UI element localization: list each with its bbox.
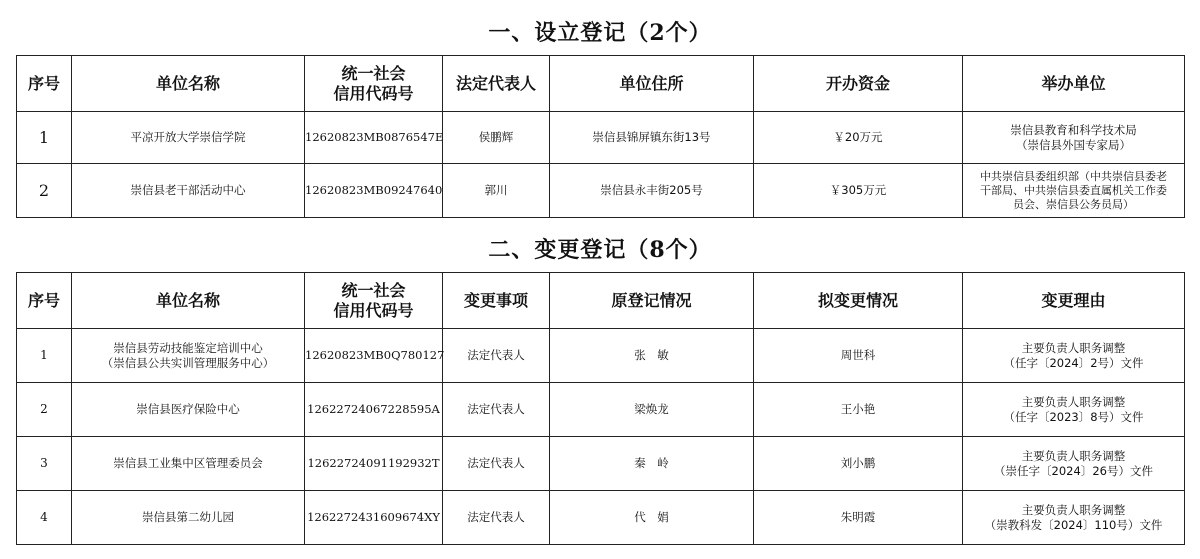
registration-table	[16, 55, 1185, 218]
row-unit-name: 崇信县老干部活动中心	[72, 164, 305, 218]
header-address: 单位住所	[550, 56, 754, 112]
row-sponsor-line3: 员会、崇信县公务员局）	[1013, 197, 1134, 211]
row-credit-code: 12620823MB0876547E	[305, 112, 443, 164]
header-credit-code	[305, 273, 443, 329]
header-funds: 开办资金	[754, 56, 963, 112]
row-credit-code: 126227240672285​95A	[305, 383, 443, 437]
table-header-row	[17, 56, 1185, 112]
table-row	[17, 112, 1185, 164]
row-serial: 1	[17, 112, 72, 164]
header-change-item: 变更事项	[443, 273, 550, 329]
section1-title: 一、设立登记（2个）	[488, 20, 712, 46]
row-sponsor-line1: 中共崇信县委组织部（中共崇信县委老	[980, 169, 1167, 183]
row-sponsor-line2: （崇信县外国专家局）	[1016, 137, 1131, 152]
section2-title: 二、变更登记（8个）	[488, 237, 712, 263]
row-serial: 2	[17, 164, 72, 218]
row-reason-line1: 主要负责人职务调整	[1021, 502, 1126, 517]
row-reason-line1: 主要负责人职务调整	[1021, 394, 1126, 409]
row-change-item: 法定代表人	[443, 491, 550, 545]
row-reason-line2: （崇任字〔2024〕26号）文件	[994, 463, 1153, 478]
row-serial: 4	[17, 491, 72, 545]
header-serial: 序号	[17, 273, 72, 329]
row-sponsor-line2: 干部局、中共崇信县委直属机关工作委	[980, 183, 1167, 197]
row-sponsor	[963, 112, 1185, 164]
header-unit-name: 单位名称	[72, 56, 305, 112]
row-reason-line1: 主要负责人职务调整	[1021, 340, 1126, 355]
row-change-item: 法定代表人	[443, 437, 550, 491]
header-credit-code-line1: 统一社会	[341, 63, 406, 83]
row-sponsor	[963, 164, 1185, 218]
row-unit-name: 平凉开放大学崇信学院	[72, 112, 305, 164]
row-credit-code: 12620823MB09247640	[305, 164, 443, 218]
row-unit-name: 崇信县第二幼儿园	[72, 491, 305, 545]
row-address: 崇信县永丰街205号	[550, 164, 754, 218]
change-registration-table	[16, 272, 1185, 545]
header-credit-code-line2: 信用代码号	[333, 83, 414, 103]
row-original: 梁焕龙	[550, 383, 754, 437]
row-reason	[963, 491, 1185, 545]
row-reason	[963, 329, 1185, 383]
table-row	[17, 383, 1185, 437]
table-row	[17, 437, 1185, 491]
header-credit-code-line1: 统一社会	[341, 280, 406, 300]
header-legal-rep: 法定代表人	[443, 56, 550, 112]
row-reason-line1: 主要负责人职务调整	[1021, 448, 1126, 463]
row-reason	[963, 437, 1185, 491]
row-proposed: 朱明霞	[754, 491, 963, 545]
row-unit-name-line1: 崇信县劳动技能鉴定培训中心	[113, 340, 263, 355]
row-proposed: 王小艳	[754, 383, 963, 437]
row-serial: 3	[17, 437, 72, 491]
row-credit-code: 12620823MB0Q780127	[305, 329, 443, 383]
row-reason-line2: （任字〔2024〕2号）文件	[1003, 355, 1144, 370]
row-legal-rep: 郭川	[443, 164, 550, 218]
table-row	[17, 164, 1185, 218]
header-original: 原登记情况	[550, 273, 754, 329]
row-unit-name: 崇信县医疗保险中心	[72, 383, 305, 437]
row-unit-name: 崇信县工业集中区管理委员会	[72, 437, 305, 491]
row-reason-line2: （崇教科发〔2024〕110号）文件	[984, 517, 1163, 532]
row-sponsor-line1: 崇信县教育和科学技术局	[1010, 122, 1137, 137]
header-proposed: 拟变更情况	[754, 273, 963, 329]
row-change-item: 法定代表人	[443, 329, 550, 383]
row-legal-rep: 侯鹏辉	[443, 112, 550, 164]
row-unit-name-line2: （崇信县公共实训管理服务中心）	[101, 355, 275, 370]
row-funds: ￥305万元	[754, 164, 963, 218]
header-reason: 变更理由	[963, 273, 1185, 329]
row-proposed: 刘小鹏	[754, 437, 963, 491]
header-serial: 序号	[17, 56, 72, 112]
row-serial: 2	[17, 383, 72, 437]
header-sponsor: 举办单位	[963, 56, 1185, 112]
row-credit-code: 12622724316​09674XY	[305, 491, 443, 545]
row-unit-name	[72, 329, 305, 383]
row-original: 张 敏	[550, 329, 754, 383]
row-reason-line2: （任字〔2023〕8号）文件	[1003, 409, 1144, 424]
row-credit-code: 12622724091192932T	[305, 437, 443, 491]
row-proposed: 周世科	[754, 329, 963, 383]
row-original: 秦 岭	[550, 437, 754, 491]
table-row	[17, 329, 1185, 383]
table-header-row	[17, 273, 1185, 329]
row-reason	[963, 383, 1185, 437]
row-original: 代 娟	[550, 491, 754, 545]
row-funds: ￥20万元	[754, 112, 963, 164]
header-credit-code-line2: 信用代码号	[333, 300, 414, 320]
row-serial: 1	[17, 329, 72, 383]
header-unit-name: 单位名称	[72, 273, 305, 329]
row-address: 崇信县锦屏镇东街13号	[550, 112, 754, 164]
table-row	[17, 491, 1185, 545]
header-credit-code	[305, 56, 443, 112]
row-change-item: 法定代表人	[443, 383, 550, 437]
